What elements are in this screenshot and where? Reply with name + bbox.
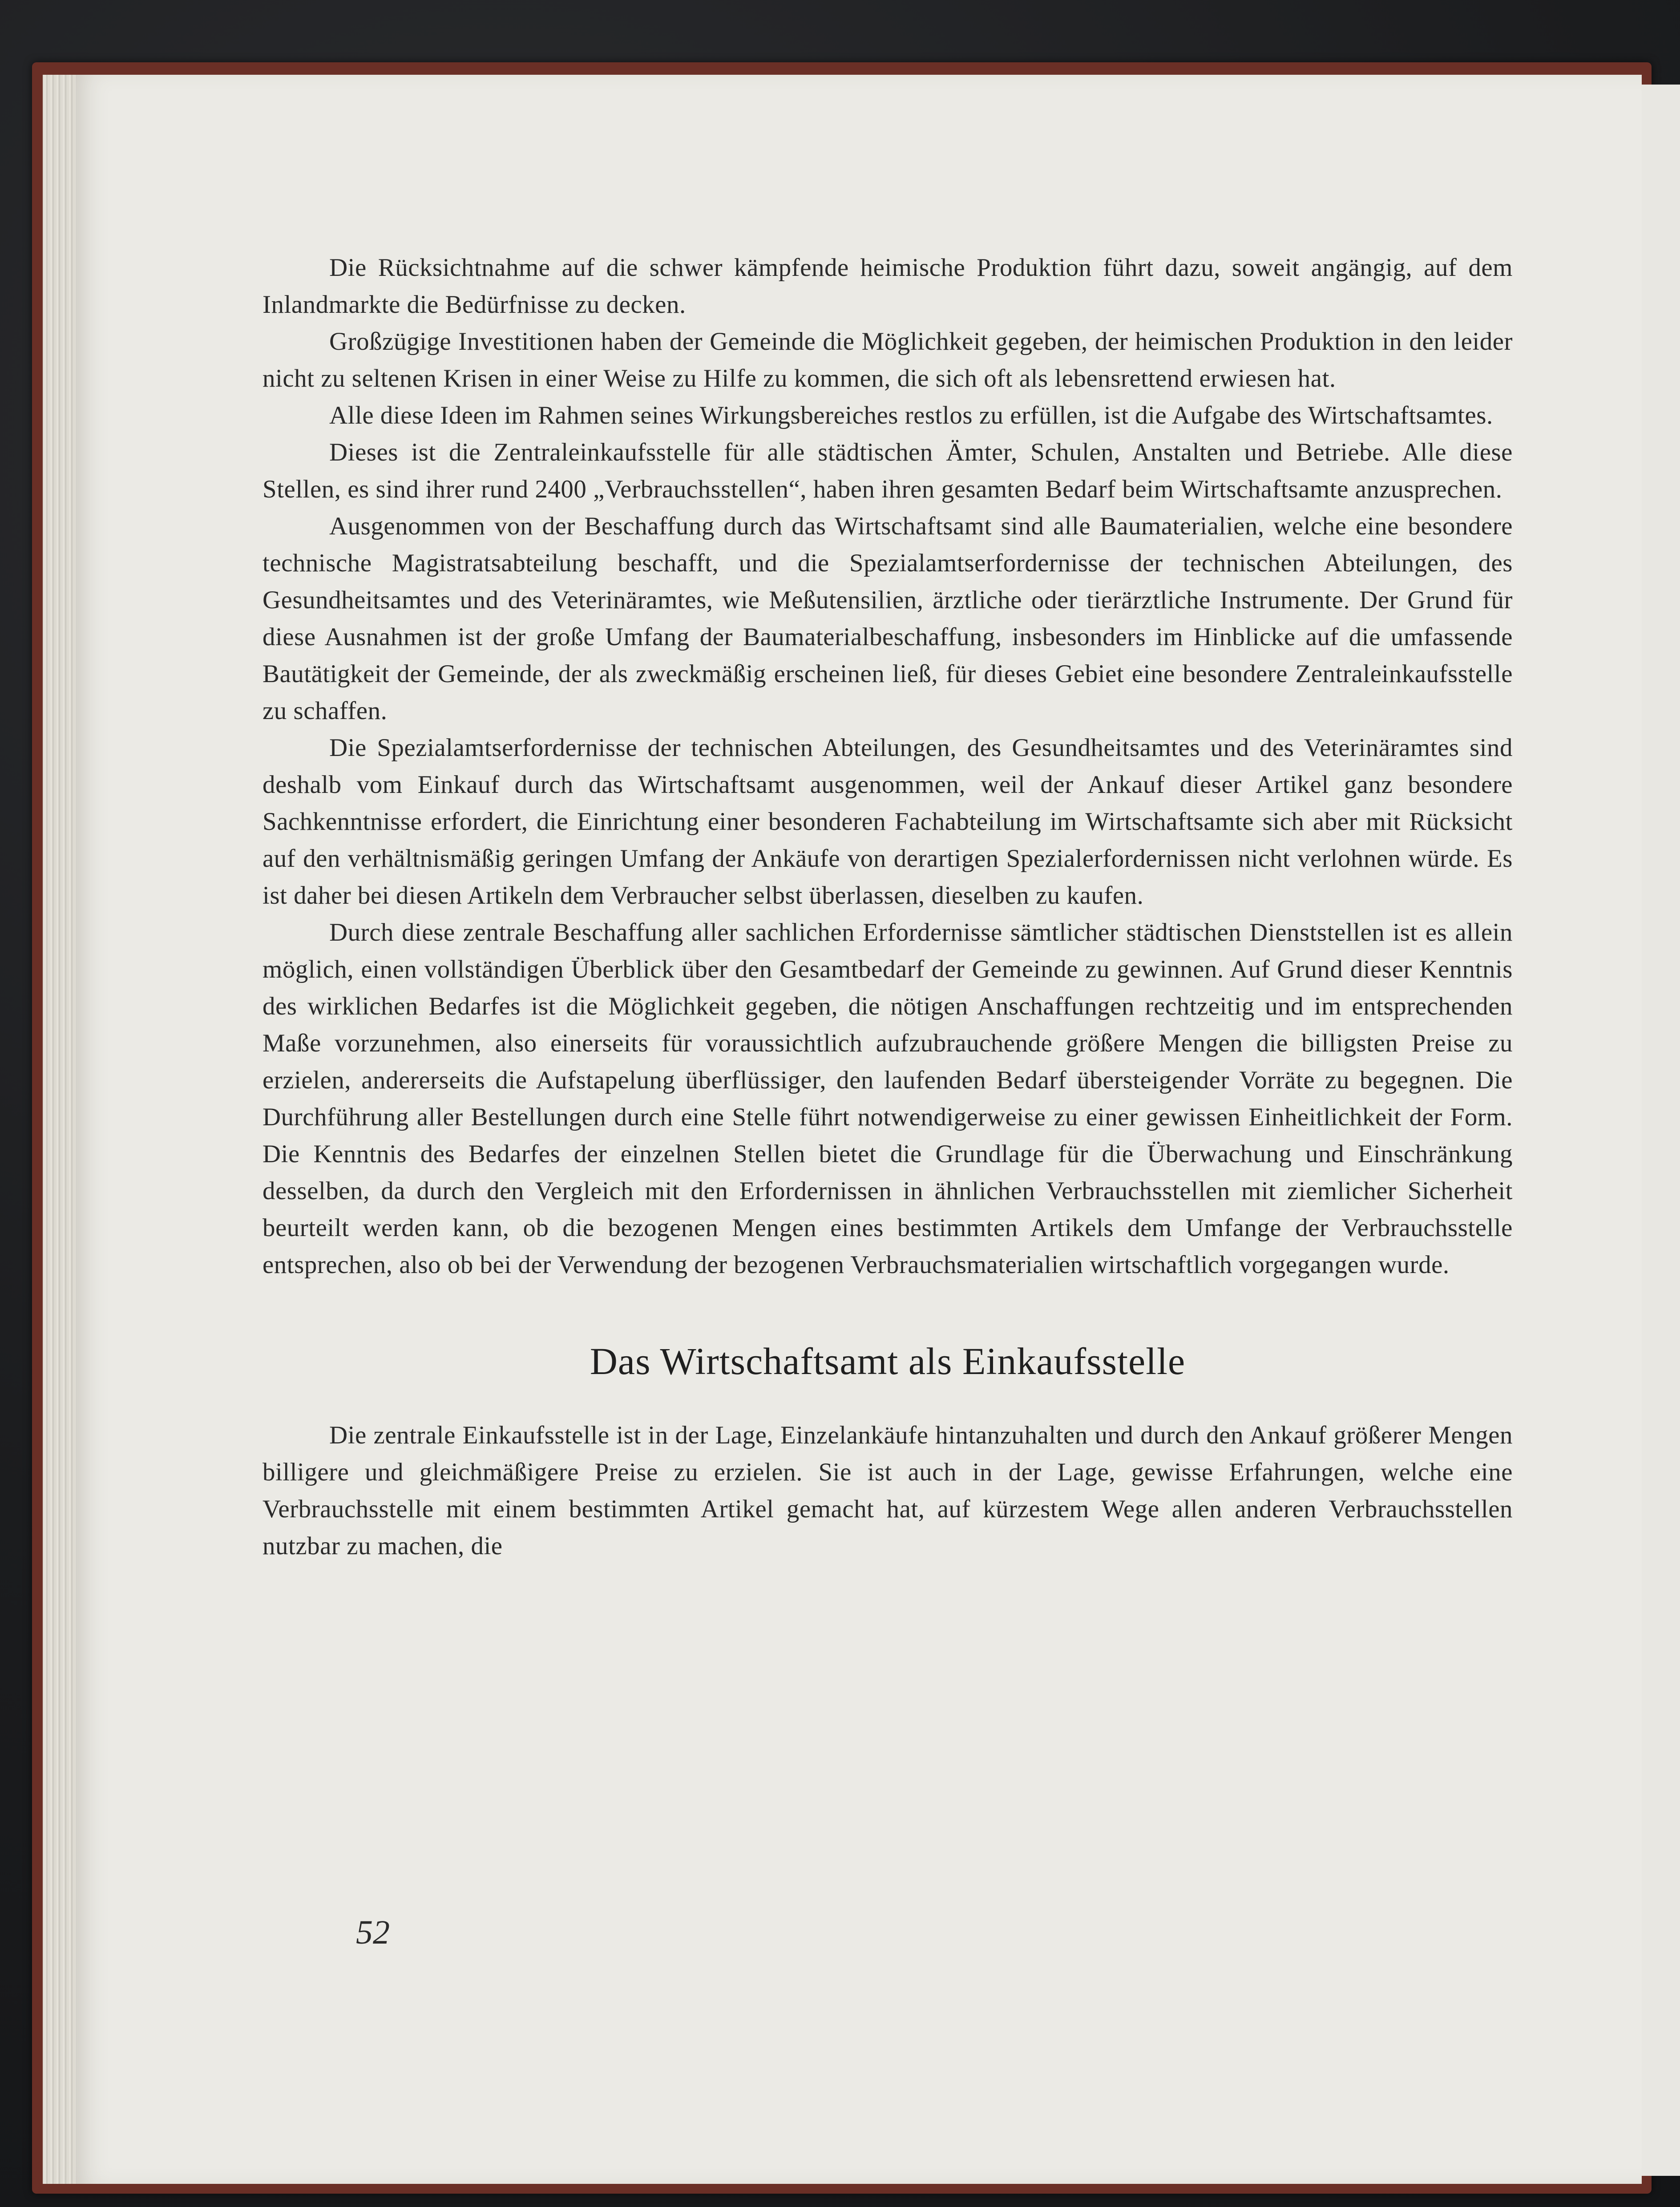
paragraph: Ausgenommen von der Beschaffung durch das Wirtschaftsamt sind alle Baumaterialien, welche eine besondere technische Magistratsabteilung beschafft, und die Spezialamtserfordernisse der technischen Abteilungen, des Gesundheitsamtes und des Veterinäramtes, wie Meßutensilien, ärztliche oder tierärztliche Instrumente. Der Grund für diese Ausnahmen ist der große Umfang der Baumaterialbeschaffung, insbesonders im Hinblicke auf die umfassende Bautätigkeit der Gemeinde, der als zweckmäßig erscheinen ließ, für dieses Gebiet eine besondere Zentraleinkaufsstelle zu schaffen. (262, 512, 1513, 725)
paragraph: Großzügige Investitionen haben der Gemeinde die Möglichkeit gegeben, der heimischen Produktion in den leider nicht zu seltenen Krisen in einer Weise zu Hilfe zu kommen, die sich oft als lebensrettend erwiesen hat. (262, 327, 1513, 392)
paragraph: Die Spezialamtserfordernisse der technischen Abteilungen, des Gesundheitsamtes und des Veterinäramtes sind deshalb vom Einkauf durch das Wirtschaftsamt ausgenommen, weil der Ankauf dieser Artikel ganz besondere Sachkenntnisse erfordert, die Einrichtung einer besonderen Fachabteilung im Wirtschaftsamte sich aber mit Rücksicht auf den verhältnismäßig geringen Umfang der Ankäufe von derartigen Spezialerfordernissen nicht verlohnen würde. Es ist daher bei diesen Artikeln dem Verbraucher selbst überlassen, dieselben zu kaufen. (262, 734, 1513, 909)
page-text (262, 249, 1513, 1564)
paragraph: Durch diese zentrale Beschaffung aller sachlichen Erfordernisse sämtlicher städtischen Dienststellen ist es allein möglich, einen vollständigen Überblick über den Gesamtbedarf der Gemeinde zu gewinnen. Auf Grund dieser Kenntnis des wirklichen Bedarfes ist die Möglichkeit gegeben, die nötigen Anschaffungen rechtzeitig und im entsprechenden Maße vorzunehmen, also einerseits für voraussichtlich aufzubrauchende größere Mengen die billigsten Preise zu erzielen, andererseits die Aufstapelung überflüssiger, den laufenden Bedarf übersteigender Vorräte zu begegnen. Die Durchführung aller Bestellungen durch eine Stelle führt notwendigerweise zu einer gewissen Einheitlichkeit der Form. Die Kenntnis des Bedarfes der einzelnen Stellen bietet die Grundlage für die Überwachung und Einschränkung desselben, da durch den Vergleich mit den Erfordernissen in ähnlichen Verbrauchsstellen mit ziemlicher Sicherheit beurteilt werden kann, ob die bezogenen Mengen eines bestimmten Artikels dem Umfange der Verbrauchsstelle entsprechen, also ob bei der Verwendung der bezogenen Verbrauchsmaterialien wirtschaftlich vorgegangen wurde. (262, 918, 1513, 1279)
section-heading: Das Wirtschaftsamt als Einkaufsstelle (590, 1340, 1186, 1382)
paragraph: Dieses ist die Zentraleinkaufsstelle für alle städtischen Ämter, Schulen, Anstalten und Betriebe. Alle diese Stellen, es sind ihrer rund 2400 „Verbrauchsstellen“, haben ihren gesamten Bedarf beim Wirtschaftsamte anzusprechen. (262, 438, 1513, 503)
paragraph: Die Rücksichtnahme auf die schwer kämpfende heimische Produktion führt dazu, soweit angängig, auf dem Inlandmarkte die Bedürfnisse zu decken. (262, 254, 1513, 319)
facing-page-edge (1637, 85, 1680, 2176)
paragraph: Alle diese Ideen im Rahmen seines Wirkungsbereiches restlos zu erfüllen, ist die Aufgabe des Wirtschaftsamtes. (329, 401, 1493, 429)
page-number: 52 (356, 1914, 390, 1951)
paragraph: Die zentrale Einkaufsstelle ist in der Lage, Einzelankäufe hintanzuhalten und durch den Ankauf größerer Mengen billigere und gleichmäßigere Preise zu erzielen. Sie ist auch in der Lage, gewisse Erfahrungen, welche eine Verbrauchsstelle mit einem bestimmten Artikel gemacht hat, auf kürzestem Wege allen anderen Verbrauchsstellen nutzbar zu machen, die (262, 1421, 1513, 1560)
